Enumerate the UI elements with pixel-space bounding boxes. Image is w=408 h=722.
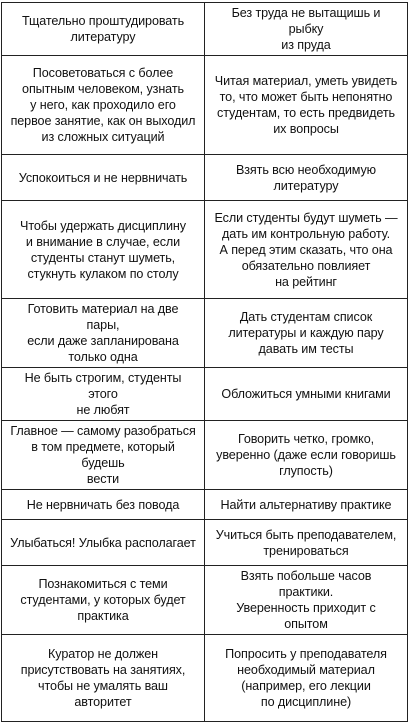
table-cell-left: Главное — самому разобраться в том предмете, который будешь вести <box>2 421 205 490</box>
table-cell-right: Взять побольше часов практики. Уверенность приходит с опытом <box>205 566 408 635</box>
table-cell-right: Говорить четко, громко, уверенно (даже если говоришь глупость) <box>205 421 408 490</box>
table-row <box>2 520 408 566</box>
table-cell-left: Готовить материал на две пары, если даже запланирована только одна <box>2 299 205 368</box>
table-cell-right: Читая материал, уметь увидеть то, что может быть непонятно студентам, то есть предвидеть их вопросы <box>205 56 408 155</box>
table-cell-left: Посоветоваться с более опытным человеком, узнать у него, как проходило его первое занятие, как он выходил из сложных ситуаций <box>2 56 205 155</box>
table-cell-left: Не нервничать без повода <box>2 490 205 520</box>
table-cell-right: Взять всю необходимую литературу <box>205 155 408 201</box>
table-row <box>2 368 408 421</box>
table-cell-right: Если студенты будут шуметь — дать им контрольную работу. А перед этим сказать, что она обязательно повлияет на рейтинг <box>205 201 408 299</box>
table-row <box>2 635 408 722</box>
table-cell-left: Куратор не должен присутствовать на занятиях, чтобы не умалять ваш авторитет <box>2 635 205 722</box>
table-row <box>2 3 408 56</box>
table-cell-right: Учиться быть преподавателем, тренироваться <box>205 520 408 566</box>
table-cell-left: Улыбаться! Улыбка располагает <box>2 520 205 566</box>
table-row <box>2 299 408 368</box>
table-row <box>2 155 408 201</box>
table-cell-right: Попросить у преподавателя необходимый материал (например, его лекции по дисциплине) <box>205 635 408 722</box>
table-row <box>2 56 408 155</box>
table-row <box>2 490 408 520</box>
table-cell-left: Тщательно проштудировать литературу <box>2 3 205 56</box>
table-cell-right: Обложиться умными книгами <box>205 368 408 421</box>
table-row <box>2 566 408 635</box>
table-cell-right: Найти альтернативу практике <box>205 490 408 520</box>
table-row <box>2 421 408 490</box>
table-cell-left: Успокоиться и не нервничать <box>2 155 205 201</box>
table-cell-right: Дать студентам список литературы и каждую пару давать им тесты <box>205 299 408 368</box>
table-row <box>2 201 408 299</box>
table-cell-left: Не быть строгим, студенты этого не любят <box>2 368 205 421</box>
table-cell-left: Познакомиться с теми студентами, у которых будет практика <box>2 566 205 635</box>
advice-table <box>1 2 408 722</box>
table-cell-left: Чтобы удержать дисциплину и внимание в случае, если студенты станут шуметь, стукнуть кулаком по столу <box>2 201 205 299</box>
table-cell-right: Без труда не вытащишь и рыбку из пруда <box>205 3 408 56</box>
